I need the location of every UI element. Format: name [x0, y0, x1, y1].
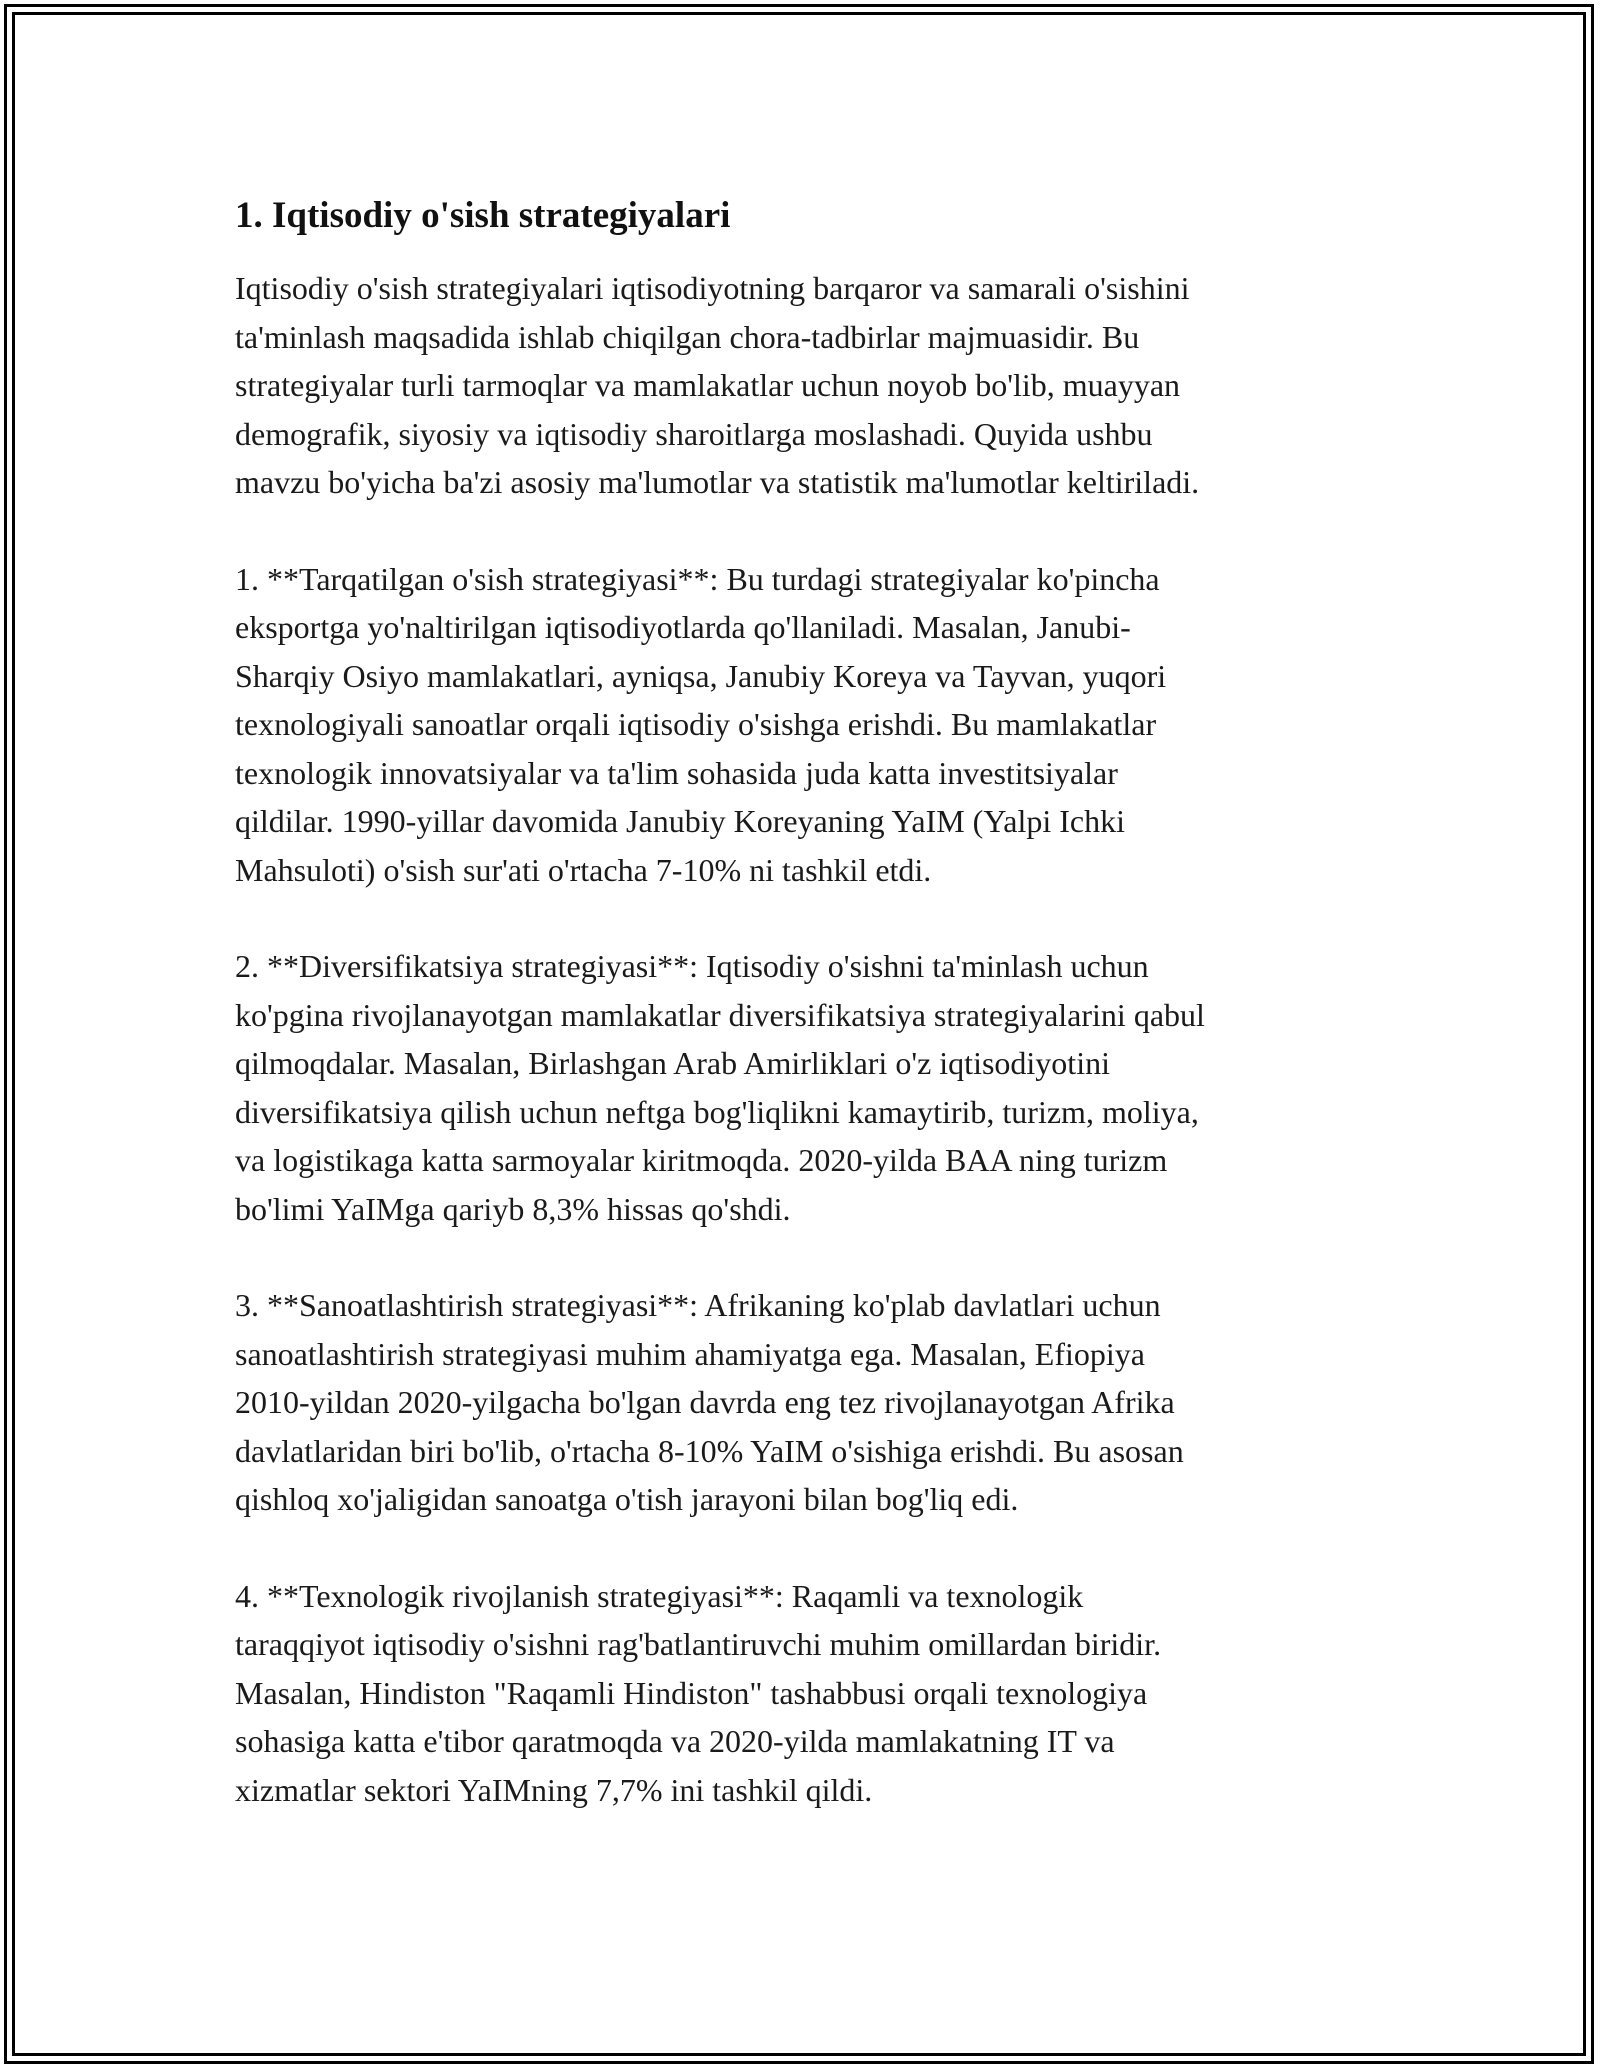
- intro-paragraph: Iqtisodiy o'sish strategiyalari iqtisodiyotning barqaror va samarali o'sishini ta'minlash maqsadida ishlab chiqilgan chora-tadbirlar majmuasidir. Bu strategiyalar turli tarmoqlar va mamlakatlar uchun noyob bo'lib, muayyan demografik, siyosiy va iqtisodiy sharoitlarga moslashadi. Quyida ushbu mavzu bo'yicha ba'zi asosiy ma'lumotlar va statistik ma'lumotlar keltiriladi.: [235, 270, 1200, 500]
- strategy-paragraph-3: 3. **Sanoatlashtirish strategiyasi**: Afrikaning ko'plab davlatlari uchun sanoatlashtirish strategiyasi muhim ahamiyatga ega. Masalan, Efiopiya 2010-yildan 2020-yilgacha bo'lgan davrda eng tez rivojlanayotgan Afrika davlatlaridan biri bo'lib, o'rtacha 8-10% YaIM o'sishiga erishdi. Bu asosan qishloq xo'jaligidan sanoatga o'tish jarayoni bilan bog'liq edi.: [235, 1287, 1184, 1517]
- document-body: [235, 190, 1375, 1862]
- strategy-paragraph-4: 4. **Texnologik rivojlanish strategiyasi**: Raqamli va texnologik taraqqiyot iqtisodiy o'sishni rag'batlantiruvchi muhim omillardan biridir. Masalan, Hindiston "Raqamli Hindiston" tashabbusi orqali texnologiya sohasiga katta e'tibor qaratmoqda va 2020-yilda mamlakatning IT va xizmatlar sektori YaIMning 7,7% ini tashkil qildi.: [235, 1577, 1162, 1808]
- section-heading: 1. Iqtisodiy o'sish strategiyalari: [235, 195, 731, 236]
- strategy-paragraph-2: 2. **Diversifikatsiya strategiyasi**: Iqtisodiy o'sishni ta'minlash uchun ko'pgina rivojlanayotgan mamlakatlar diversifikatsiya strategiyalarini qabul qilmoqdalar. Masalan, Birlashgan Arab Amirliklari o'z iqtisodiyotini diversifikatsiya qilish uchun neftga bog'liqlikni kamaytirib, turizm, moliya, va logistikaga katta sarmoyalar kiritmoqda. 2020-yilda BAA ning turizm bo'limi YaIMga qariyb 8,3% hissas qo'shdi.: [235, 948, 1205, 1227]
- strategy-paragraph-1: 1. **Tarqatilgan o'sish strategiyasi**: Bu turdagi strategiyalar ko'pincha eksportga yo'naltirilgan iqtisodiyotlarda qo'llaniladi. Masalan, Janubi- Sharqiy Osiyo mamlakatlari, ayniqsa, Janubiy Koreya va Tayvan, yuqori texnologiyali sanoatlar orqali iqtisodiy o'sishga erishdi. Bu mamlakatlar texnologik innovatsiyalar va ta'lim sohasida juda katta investitsiyalar qildilar. 1990-yillar davomida Janubiy Koreyaning YaIM (Yalpi Ichki Mahsuloti) o'sish sur'ati o'rtacha 7-10% ni tashkil etdi.: [235, 560, 1167, 888]
